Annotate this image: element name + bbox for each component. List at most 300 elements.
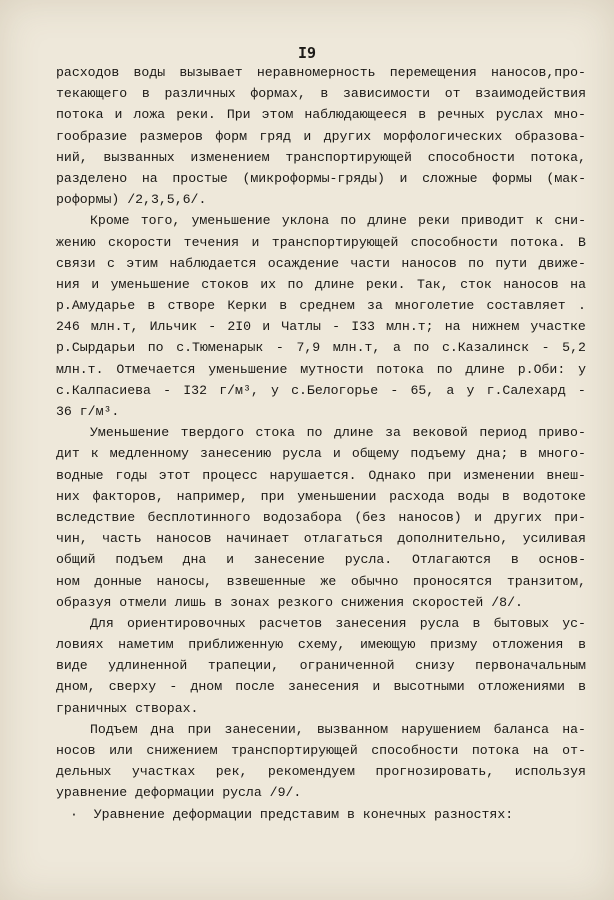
word: млн.т; <box>386 319 434 335</box>
word: течения <box>183 234 240 250</box>
word: на <box>532 743 549 758</box>
word: на <box>141 170 158 186</box>
word: приближенную <box>188 637 284 653</box>
word: млн.т. <box>56 361 104 377</box>
line-text <box>56 676 586 697</box>
word: ловиях <box>56 637 104 653</box>
body-text <box>56 62 586 825</box>
word: с.Тюменарык <box>176 340 264 356</box>
line-text <box>56 232 586 253</box>
word: - <box>275 340 284 356</box>
text-line <box>56 232 586 253</box>
word: изменением <box>190 149 270 165</box>
word: нижнем <box>471 319 520 335</box>
line-text: · Уравнение деформации представим в конечных разностях: <box>70 806 514 822</box>
word: у <box>270 382 279 398</box>
word: удлиненной <box>108 658 188 674</box>
word: или <box>109 743 133 758</box>
word: в <box>510 552 519 568</box>
word: размеров <box>139 128 203 144</box>
text-line <box>56 274 586 295</box>
word: и <box>91 276 100 292</box>
word: В <box>578 234 586 250</box>
word: Для <box>90 615 114 631</box>
word: (мак- <box>546 170 586 186</box>
word: приво- <box>538 425 586 441</box>
word: - <box>332 319 341 335</box>
word: чин, <box>56 531 88 547</box>
word: наносов <box>156 531 212 547</box>
word: дном <box>190 679 223 695</box>
word: с.Казалинск <box>441 340 529 356</box>
word: уменьшение <box>208 361 288 377</box>
word: разделено <box>56 170 128 186</box>
line-text <box>90 613 586 634</box>
word: на <box>444 319 461 335</box>
word: форм <box>215 128 247 144</box>
word: часть <box>102 531 142 547</box>
word: участке <box>530 319 586 335</box>
line-text <box>56 486 586 507</box>
word: этот <box>158 467 191 483</box>
text-line <box>56 549 586 570</box>
word: бесплотинного <box>147 509 251 525</box>
word: дном, <box>56 679 96 695</box>
word: потока <box>471 743 520 758</box>
word: длине <box>367 213 407 229</box>
word: основ- <box>538 552 586 568</box>
word: связи <box>56 255 96 271</box>
line-text: образуя отмели лишь в зонах резкого снижения скоростей /8/. <box>56 594 523 610</box>
word: за <box>385 425 401 441</box>
word: в <box>141 86 150 102</box>
word: общий <box>56 552 96 568</box>
word: отложения <box>492 637 564 653</box>
word: с.Калпасиева <box>56 382 151 398</box>
word: используя <box>514 764 586 780</box>
word: вековой <box>412 425 468 441</box>
word: движе- <box>538 255 586 271</box>
line-text <box>56 359 586 380</box>
word: Отмечается <box>116 361 196 377</box>
word: морфологических <box>383 128 503 144</box>
word: по <box>340 213 357 229</box>
text-line <box>56 592 586 613</box>
word: сток <box>460 276 492 292</box>
line-text <box>90 210 586 231</box>
word: внеш- <box>546 467 586 483</box>
word: обычно <box>350 573 399 589</box>
word: схему, <box>297 637 346 653</box>
word: наносов <box>401 255 457 271</box>
word: сверху <box>108 679 157 695</box>
text-line <box>56 316 586 337</box>
word: водозабора <box>262 509 342 525</box>
line-text <box>56 337 586 358</box>
word: уменьшении <box>297 488 377 504</box>
word: осаждение <box>267 255 340 271</box>
word: при <box>427 467 452 483</box>
word: Однако <box>368 467 416 483</box>
word: наносов <box>503 276 559 292</box>
word: Подъем <box>90 721 138 737</box>
line-text <box>56 83 586 104</box>
word: различных <box>164 86 236 102</box>
word: водные <box>56 467 104 483</box>
word: потока. <box>510 234 566 250</box>
word: и <box>262 319 271 335</box>
word: способности <box>410 234 498 250</box>
word: занесение <box>253 552 325 568</box>
word: I32 <box>183 382 208 398</box>
word: скорости <box>107 234 172 250</box>
word: транспортирующей <box>271 234 399 250</box>
text-line <box>56 655 586 676</box>
page-number: I9 <box>297 44 317 62</box>
word: при <box>260 488 285 504</box>
word: наносов) <box>398 509 462 525</box>
word: наблюдается <box>169 255 257 271</box>
word: формах, <box>250 86 306 102</box>
word: Так, <box>416 276 449 292</box>
word: (без <box>354 509 386 525</box>
word: процесс <box>202 467 258 483</box>
word: составляет <box>486 298 566 314</box>
line-text <box>56 253 586 274</box>
word: снизу <box>415 658 455 674</box>
text-line <box>56 380 586 401</box>
text-line <box>56 465 586 486</box>
line-text <box>56 740 586 761</box>
word: 7,9 <box>296 340 321 356</box>
line-text <box>90 719 586 740</box>
line-text <box>56 528 586 549</box>
word: взвешенные <box>226 573 306 589</box>
word: вследствие <box>56 509 136 525</box>
line-text <box>56 380 586 401</box>
text-line <box>56 189 586 210</box>
word: - <box>390 382 399 398</box>
word: подъему <box>410 446 466 462</box>
word: мутности <box>300 361 364 377</box>
word: способности <box>371 743 459 758</box>
word: и <box>332 446 341 462</box>
word: уменьшение <box>110 276 190 292</box>
word: и <box>114 107 123 123</box>
word: и <box>372 679 381 695</box>
word: Уменьшение <box>90 425 170 441</box>
word: зависимости <box>343 86 431 102</box>
line-text: 36 г/м³. <box>56 404 120 419</box>
line-text <box>56 274 586 295</box>
word: участках <box>131 764 196 780</box>
word: дополнительно, <box>397 531 509 547</box>
word: длине <box>314 276 355 292</box>
word: к <box>90 446 99 462</box>
word: от <box>444 86 461 102</box>
word: после <box>235 679 275 695</box>
word: дна; <box>476 446 509 462</box>
text-line <box>56 676 586 697</box>
line-text: граничных створах. <box>56 700 199 716</box>
word: по <box>436 361 453 377</box>
word: Отлагаются <box>411 552 492 568</box>
word: донные <box>94 573 142 589</box>
word: дна <box>150 721 175 737</box>
word: потока <box>376 361 424 377</box>
text-line <box>56 168 586 189</box>
word: - <box>541 340 550 356</box>
word: на <box>570 276 586 292</box>
word: этом <box>261 107 294 123</box>
word: . <box>577 298 586 314</box>
word: реки. <box>176 107 216 123</box>
word: у <box>466 382 475 398</box>
text-line <box>56 719 586 740</box>
word: твердого <box>180 425 244 441</box>
word: длине <box>333 425 374 441</box>
word: по <box>306 425 323 441</box>
word: при- <box>554 509 586 525</box>
text-line <box>56 782 586 803</box>
word: того, <box>140 213 181 229</box>
word: к <box>535 213 544 229</box>
word: и <box>474 509 483 525</box>
word: Чатлы <box>281 319 321 335</box>
word: трапеции, <box>207 658 280 674</box>
word: - <box>169 679 178 695</box>
line-text <box>56 549 586 570</box>
word: по <box>468 255 484 271</box>
word: имеющую <box>359 637 416 653</box>
word: в <box>519 446 528 462</box>
line-text <box>56 126 586 147</box>
word: р.Сырдарьи <box>56 340 136 356</box>
word: расхода <box>389 488 445 504</box>
word: этим <box>126 255 158 271</box>
word: пути <box>495 255 528 271</box>
line-text <box>56 761 586 782</box>
word: млн.т, <box>90 319 139 335</box>
word: многолетие <box>395 298 475 314</box>
word: много- <box>538 446 586 462</box>
line-text <box>56 634 586 655</box>
word: наблюдающееся <box>304 107 408 123</box>
word: стока <box>255 425 296 441</box>
word: годы <box>115 467 147 483</box>
word: носов <box>56 743 96 758</box>
word: общему <box>351 446 400 462</box>
word: гряд <box>259 128 292 144</box>
word: бытовых <box>493 615 550 631</box>
word: с <box>106 255 115 271</box>
word: дна <box>182 552 207 568</box>
word: Ильчик <box>149 319 198 335</box>
word: занесения <box>288 679 360 695</box>
word: уменьшение <box>191 213 271 229</box>
word: створе <box>167 298 216 314</box>
word: наметим <box>118 637 174 653</box>
word: текающего <box>56 86 128 102</box>
line-text <box>56 104 586 125</box>
text-line <box>56 634 586 655</box>
text-line <box>56 443 586 464</box>
word: отложениями <box>477 679 565 695</box>
word: у <box>578 361 586 377</box>
word: мно- <box>554 107 586 123</box>
word: ориентировочных <box>126 615 246 631</box>
word: части <box>350 255 390 271</box>
word: на- <box>562 721 586 737</box>
line-text <box>56 295 586 316</box>
word: рекомендуем <box>267 764 355 780</box>
word: дит <box>56 446 80 462</box>
text-line <box>56 740 586 761</box>
word: перемещения <box>389 65 477 80</box>
text-line <box>56 359 586 380</box>
word: других <box>494 509 542 525</box>
word: среднем <box>299 298 355 314</box>
word: жению <box>56 234 96 250</box>
word: - <box>163 382 172 398</box>
word: ном <box>56 573 80 589</box>
text-line <box>56 147 586 168</box>
word: 65, <box>410 382 435 398</box>
word: г/м³, <box>219 382 259 398</box>
line-text: уравнение деформации русла /9/. <box>56 785 302 801</box>
text-line <box>56 698 586 719</box>
word: 246 <box>56 319 80 335</box>
word: 5,2 <box>562 340 586 356</box>
word: в <box>147 298 156 314</box>
word: гообразие <box>56 128 128 144</box>
word: транзитом, <box>506 573 586 589</box>
line-text <box>56 507 586 528</box>
word: по <box>413 340 430 356</box>
word: реки. <box>365 276 406 292</box>
word: за <box>367 298 383 314</box>
word: воды <box>457 488 490 504</box>
word: г.Салехард <box>486 382 566 398</box>
text-line <box>56 528 586 549</box>
word: вызванном <box>316 721 389 737</box>
text-line <box>56 613 586 634</box>
word: водотоке <box>522 488 586 504</box>
word: отлагаться <box>303 531 383 547</box>
word: I33 <box>351 319 375 335</box>
word: изменении <box>463 467 535 483</box>
word: и <box>226 552 234 568</box>
word: потока <box>56 107 104 123</box>
word: занесения <box>335 615 407 631</box>
word: других <box>323 128 372 144</box>
word: по <box>147 340 164 356</box>
word: при <box>187 721 212 737</box>
text-line <box>56 126 586 147</box>
word: усиливая <box>522 531 586 547</box>
word: При <box>226 107 251 123</box>
line-text: роформы) /2,3,5,6/. <box>56 192 207 208</box>
line-text <box>56 168 586 189</box>
word: русла. <box>344 552 393 568</box>
word: ния <box>56 276 80 292</box>
text-line <box>56 571 586 592</box>
word: проносятся <box>413 573 493 589</box>
word: сни- <box>554 213 586 229</box>
word: ус- <box>562 615 586 631</box>
line-text <box>56 147 586 168</box>
text-line <box>56 761 586 782</box>
word: образова- <box>514 128 586 144</box>
word: русла <box>419 615 460 631</box>
text-line <box>56 401 586 422</box>
word: неравномерность <box>256 65 376 80</box>
word: р.Амударье <box>56 298 136 314</box>
word: занесении, <box>224 721 304 737</box>
word: дельных <box>56 764 112 780</box>
word: ний, <box>56 149 88 165</box>
word: в <box>418 107 427 123</box>
word: речных <box>437 107 485 123</box>
word: же <box>320 573 337 589</box>
word: транспортирующей <box>231 743 358 758</box>
line-text <box>90 422 586 443</box>
word: реки <box>418 213 450 229</box>
word: ложа <box>133 107 166 123</box>
word: в <box>279 298 288 314</box>
word: потока, <box>530 149 586 165</box>
word: период <box>479 425 527 441</box>
word: в <box>501 488 510 504</box>
word: формы <box>492 170 532 186</box>
text-line <box>56 422 586 443</box>
word: них <box>56 488 80 504</box>
word: сложные <box>422 170 478 186</box>
word: снижением <box>146 743 218 758</box>
text-line <box>56 804 586 825</box>
word: р.Оби: <box>517 361 566 377</box>
word: первоначальным <box>475 658 586 674</box>
text-line <box>56 507 586 528</box>
word: способности <box>427 149 515 165</box>
word: виде <box>56 658 88 674</box>
word: а <box>446 382 455 398</box>
word: стоков <box>201 276 249 292</box>
word: - <box>577 382 586 398</box>
word: наносов,про- <box>491 65 586 80</box>
word: и <box>303 128 312 144</box>
word: взаимодействия <box>475 86 586 102</box>
word: факторов, <box>92 488 164 504</box>
word: Керки <box>227 298 267 314</box>
word: (микроформы-гряды) <box>242 170 385 186</box>
word: Кроме <box>90 213 130 229</box>
line-text <box>56 571 586 592</box>
text-line <box>56 104 586 125</box>
word: ограниченной <box>299 658 395 674</box>
word: например, <box>176 488 248 504</box>
word: прогнозировать, <box>375 764 495 780</box>
line-text <box>56 465 586 486</box>
line-text <box>56 62 586 83</box>
line-text <box>56 655 586 676</box>
word: нарушением <box>401 721 481 737</box>
word: в <box>578 637 586 653</box>
word: воды <box>133 65 166 80</box>
word: а <box>392 340 401 356</box>
word: в <box>578 679 586 695</box>
word: начинает <box>226 531 290 547</box>
